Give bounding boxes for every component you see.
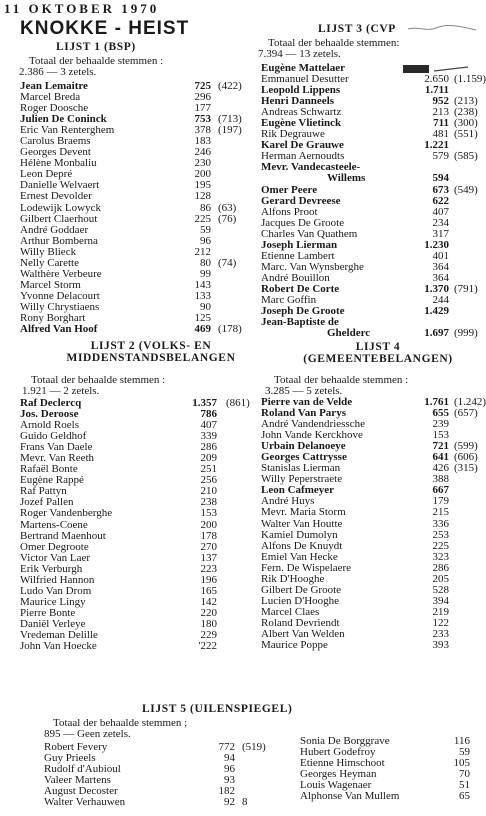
candidate-name: Arnold Roels — [20, 419, 79, 432]
candidate-votes: 393 — [432, 639, 449, 652]
candidate-preference-votes: (300) — [454, 117, 478, 130]
candidate-name: Ernest Devolder — [20, 190, 92, 203]
candidate-name: Kamiel Dumolyn — [261, 528, 338, 541]
candidate-name: Charles Van Quathem — [261, 227, 358, 240]
candidate-votes: 210 — [200, 485, 217, 498]
candidate-name: Fern. De Wispelaere — [261, 561, 352, 574]
candidate-votes: 200 — [194, 168, 211, 181]
candidate-name: André Goddaer — [20, 223, 89, 236]
candidate-votes: 128 — [194, 190, 211, 203]
candidate-name: Henri Danneels — [261, 95, 335, 108]
candidate-name: Roger Doosche — [20, 102, 89, 115]
candidate-name: Marcel Breda — [20, 91, 81, 104]
candidate-name: Yvonne Delacourt — [20, 289, 100, 302]
candidate-votes: 481 — [432, 128, 449, 141]
candidate-preference-votes: (238) — [454, 106, 478, 119]
candidate-name: August Decoster — [44, 785, 118, 798]
candidate-name: Alphonse Van Mullem — [300, 790, 400, 803]
candidate-votes: 239 — [432, 418, 449, 431]
candidate-votes: 92 — [224, 796, 235, 809]
candidate-votes: 2.650 — [424, 73, 449, 86]
candidate-name: Erik Verburgh — [20, 562, 83, 575]
candidate-name: Eugène Rappé — [20, 474, 84, 487]
candidate-name: Alfons Proot — [261, 205, 318, 218]
candidate-votes: 388 — [432, 473, 449, 486]
candidate-name: Rony Borghart — [20, 311, 86, 324]
candidate-preference-votes: (213) — [454, 95, 478, 108]
candidate-votes: 641 — [432, 451, 449, 464]
candidate-name: Joseph De Groote — [261, 305, 345, 318]
page-date: 11 OKTOBER 1970 — [4, 1, 160, 16]
candidate-preference-votes: (606) — [454, 451, 478, 464]
candidate-name: Louis Wagenaer — [300, 779, 372, 792]
candidate-name: John Vande Kerckhove — [261, 429, 363, 442]
candidate-votes: 251 — [200, 463, 217, 476]
candidate-preference-votes: (1.242) — [454, 396, 486, 408]
candidate-votes: 105 — [453, 757, 470, 770]
candidate-votes: 323 — [432, 550, 449, 563]
list-5-candidates — [44, 742, 284, 808]
candidate-name: Emiel Van Hecke — [261, 550, 338, 563]
candidate-name: Lucien D'Hooghe — [261, 594, 340, 607]
candidate-name: Alfred Van Hoof — [20, 323, 98, 336]
candidate-votes: 622 — [432, 194, 449, 207]
candidate-name: Gilbert De Groote — [261, 583, 342, 596]
candidate-name: Eugène Vlietinck — [261, 117, 342, 130]
candidate-votes: 711 — [433, 117, 449, 130]
candidate-name: Georges Heyman — [300, 768, 377, 781]
candidate-name: Jozef Pallen — [20, 496, 74, 509]
candidate-name: Rik D'Hooghe — [261, 572, 325, 585]
candidate-votes: 655 — [432, 407, 449, 420]
candidate-votes: 177 — [194, 102, 211, 115]
candidate-name: Mevr. Van Reeth — [20, 452, 95, 465]
candidate-votes: 246 — [194, 146, 211, 159]
list-1-title: LIJST 1 (BSP) — [56, 41, 136, 53]
candidate-preference-votes: (713) — [218, 113, 242, 126]
candidate-name: Rafaël Bonte — [20, 463, 78, 476]
candidate-name: Leopold Lippens — [261, 84, 341, 97]
candidate-votes: 1.761 — [424, 396, 449, 408]
candidate-votes: 137 — [200, 551, 217, 564]
candidate-name: Alfons De Knuydt — [261, 539, 343, 552]
candidate-votes: 317 — [432, 227, 449, 240]
candidate-votes: 286 — [200, 441, 217, 454]
candidate-name: Gilbert Claerhout — [20, 212, 98, 225]
candidate-votes: 142 — [200, 595, 217, 608]
candidate-votes: 86 — [200, 201, 211, 214]
candidate-name: Omer Peere — [261, 183, 318, 196]
candidate-votes: 153 — [432, 429, 449, 442]
candidate-votes: 469 — [194, 323, 211, 336]
candidate-votes: 336 — [432, 517, 449, 530]
list-2-title: LIJST 2 (VOLKS- EN MIDDENSTANDSBELANGEN — [66, 340, 236, 364]
candidate-row — [20, 225, 235, 236]
candidate-name: Walthère Verbeure — [20, 267, 102, 280]
candidate-votes: 182 — [218, 785, 235, 798]
candidate-row — [20, 531, 235, 542]
candidate-votes: 786 — [200, 408, 217, 421]
candidate-name: Willy Chrystiaens — [20, 300, 100, 313]
candidate-votes: 256 — [200, 474, 217, 487]
candidate-name: Arthur Bomberna — [20, 234, 98, 247]
candidate-name: Ghelderc — [327, 327, 371, 340]
candidate-name: Guy Prieels — [44, 752, 96, 765]
candidate-row — [261, 196, 476, 207]
candidate-name: Marc. Van Wynsberghe — [261, 260, 364, 273]
candidate-preference-votes: (551) — [454, 128, 478, 141]
candidate-votes: 244 — [432, 293, 449, 306]
candidate-preference-votes: (74) — [218, 256, 237, 269]
candidate-name: Hubert Godefroy — [300, 746, 376, 759]
candidate-votes: 401 — [432, 249, 449, 262]
candidate-name: Leon Cafmeyer — [261, 484, 335, 497]
candidate-preference-votes: (599) — [454, 440, 478, 453]
candidate-votes: 94 — [224, 752, 235, 765]
candidate-votes: 1.370 — [424, 282, 449, 295]
candidate-name: Raf Pattyn — [20, 485, 67, 498]
candidate-votes: 673 — [432, 183, 449, 196]
candidate-name: Jean-Baptiste de — [261, 316, 339, 329]
candidate-votes: 165 — [200, 584, 217, 597]
candidate-votes: 122 — [432, 616, 449, 629]
candidate-name: Marcel Storm — [20, 278, 81, 291]
candidate-votes: 80 — [200, 256, 211, 269]
candidate-votes: 339 — [200, 430, 217, 443]
candidate-votes: 219 — [432, 605, 449, 618]
candidate-preference-votes: (657) — [454, 407, 478, 420]
candidate-votes: 196 — [200, 573, 217, 586]
candidate-name: Roger Vandenberghe — [20, 507, 113, 520]
candidate-votes: 215 — [432, 506, 449, 519]
candidate-name: Robert Fevery — [44, 741, 108, 753]
candidate-votes: 238 — [200, 496, 217, 509]
candidate-votes: 407 — [200, 419, 217, 432]
candidate-votes: 234 — [432, 216, 449, 229]
candidate-name: Valeer Martens — [44, 774, 111, 787]
candidate-preference-votes: (549) — [454, 183, 478, 196]
candidate-name: Sonia De Borggrave — [300, 735, 390, 747]
torn-paper-edge — [408, 20, 476, 36]
list-4-title: LIJST 4 (GEMEENTEBELANGEN) — [303, 341, 453, 365]
candidate-name: Nelly Carette — [20, 256, 79, 269]
candidate-votes: 721 — [432, 440, 449, 453]
candidate-name: Carolus Braems — [20, 135, 91, 148]
list-3-candidates — [261, 62, 486, 340]
candidate-votes: 1.429 — [424, 305, 449, 318]
candidate-votes: 1.221 — [424, 139, 449, 152]
candidate-votes: 220 — [200, 606, 217, 619]
candidate-votes: 364 — [432, 271, 449, 284]
candidate-votes: 1.711 — [424, 84, 449, 97]
candidate-votes: 426 — [432, 462, 449, 475]
candidate-votes: 205 — [432, 572, 449, 585]
candidate-name: Roland Van Parys — [261, 407, 346, 420]
candidate-votes: 230 — [194, 157, 211, 170]
candidate-name: Jos. Deroose — [20, 408, 79, 421]
candidate-name: Mevr. Vandecasteele- — [261, 161, 361, 174]
candidate-votes: 212 — [194, 245, 211, 258]
candidate-name: Maurice Poppe — [261, 639, 328, 652]
struck-out-entry — [400, 62, 472, 74]
candidate-name: Robert De Corte — [261, 282, 340, 295]
candidate-row — [261, 640, 476, 651]
candidate-votes: 99 — [200, 267, 211, 280]
candidate-name: Herman Aernoudts — [261, 150, 345, 163]
candidate-name: Marcel Claes — [261, 605, 320, 618]
candidate-votes: 96 — [200, 234, 211, 247]
candidate-name: Etienne Himschoot — [300, 757, 385, 770]
candidate-votes: 1.230 — [424, 238, 449, 251]
candidate-row — [20, 323, 242, 336]
candidate-preference-votes: (197) — [218, 124, 242, 137]
candidate-name: Wilfried Hannon — [20, 573, 95, 586]
candidate-votes: 753 — [194, 113, 211, 126]
candidate-votes: 116 — [453, 735, 470, 747]
candidate-votes: 594 — [432, 172, 449, 185]
candidate-votes: 233 — [432, 627, 449, 640]
candidate-name: Frans Van Daele — [20, 441, 93, 454]
candidate-row — [20, 203, 235, 214]
candidate-name: Lodewijk Lowyck — [20, 201, 101, 214]
candidate-votes: 213 — [432, 106, 449, 119]
candidate-name: André Huys — [261, 495, 315, 508]
candidate-name: John Van Hoecke — [20, 640, 97, 653]
candidate-name: Stanislas Lierman — [261, 462, 341, 475]
list-2-candidates — [20, 397, 250, 653]
candidate-name: Karel De Grauwe — [261, 139, 344, 152]
candidate-votes: '222 — [198, 640, 217, 653]
candidate-name: Pierre Bonte — [20, 606, 76, 619]
candidate-name: Willy Blieck — [20, 245, 77, 258]
candidate-votes: 59 — [200, 223, 211, 236]
candidate-name: Roland Devriendt — [261, 616, 340, 629]
candidate-votes: 178 — [200, 529, 217, 542]
candidate-preference-votes: (315) — [454, 462, 478, 475]
candidate-votes: 725 — [194, 80, 211, 92]
candidate-votes: 667 — [432, 484, 449, 497]
candidate-name: Vredeman Delille — [20, 628, 98, 641]
candidate-row — [261, 541, 476, 552]
candidate-votes: 286 — [432, 561, 449, 574]
candidate-preference-votes: (422) — [218, 80, 242, 92]
candidate-row — [44, 797, 284, 808]
candidate-votes: 394 — [432, 594, 449, 607]
candidate-votes: 200 — [200, 518, 217, 531]
candidate-name: Danielle Welvaert — [20, 179, 100, 192]
candidate-name: Bertrand Maenhout — [20, 529, 106, 542]
candidate-name: Jean Lemaitre — [20, 80, 88, 92]
candidate-row — [261, 519, 476, 530]
candidate-name: Omer Degroote — [20, 540, 89, 553]
candidate-name: Walter Verhauwen — [44, 796, 126, 809]
candidate-name: Rik Degrauwe — [261, 128, 325, 141]
candidate-name: Eric Van Renterghem — [20, 124, 115, 137]
candidate-row — [20, 641, 235, 652]
candidate-name: Emmanuel Desutter — [261, 73, 349, 86]
candidate-name: Mevr. Maria Storm — [261, 506, 346, 519]
candidate-votes: 225 — [432, 539, 449, 552]
candidate-name: Willems — [327, 172, 366, 185]
list-3-intro: Totaal der behaalde stemmen: 7.394 — 13 zetels. — [258, 37, 400, 60]
candidate-votes: 253 — [432, 528, 449, 541]
candidate-preference-votes: (999) — [454, 327, 478, 340]
candidate-votes: 70 — [459, 768, 470, 781]
candidate-name: Martens-Coene — [20, 518, 88, 531]
candidate-name: Daniël Verleye — [20, 617, 86, 630]
candidate-name: André Bouillon — [261, 271, 330, 284]
candidate-name: Raf Declercq — [20, 397, 82, 409]
candidate-name: Jacques De Groote — [261, 216, 345, 229]
candidate-name: Pierre van de Velde — [261, 396, 353, 408]
candidate-name: Urbain Delanoeye — [261, 440, 346, 453]
candidate-votes: 153 — [200, 507, 217, 520]
candidate-name: Joseph Lierman — [261, 238, 338, 251]
candidate-preference-votes: (63) — [218, 201, 237, 214]
candidate-row — [20, 520, 235, 531]
candidate-votes: 952 — [432, 95, 449, 108]
candidate-votes: 296 — [194, 91, 211, 104]
list-4-intro: Totaal der behaalde stemmen : 3.285 — 5 zetels. — [265, 374, 409, 397]
candidate-preference-votes: (178) — [218, 323, 242, 336]
candidate-votes: 143 — [194, 278, 211, 291]
candidate-name: Georges Cattrysse — [261, 451, 347, 464]
candidate-votes: 180 — [200, 617, 217, 630]
candidate-row — [20, 214, 235, 225]
candidate-name: Eugène Mattelaer — [261, 62, 345, 74]
candidate-votes: 51 — [459, 779, 470, 792]
candidate-votes: 133 — [194, 289, 211, 302]
candidate-votes: 407 — [432, 205, 449, 218]
list-2-intro: Totaal der behaalde stemmen : 1.921 — 2 zetels. — [22, 374, 166, 397]
candidate-preference-votes: (1.159) — [454, 73, 486, 86]
candidate-row — [261, 507, 476, 518]
candidate-row — [261, 173, 476, 184]
list-1-intro: Totaal der behaalde stemmen : 2.386 — 3 zetels. — [19, 55, 164, 78]
candidate-votes: 65 — [459, 790, 470, 803]
candidate-name: Leon Depré — [20, 168, 73, 181]
candidate-votes: 96 — [224, 763, 235, 776]
candidate-name: Georges Devent — [20, 146, 91, 159]
candidate-votes: 378 — [194, 124, 211, 137]
candidate-row — [261, 328, 476, 339]
candidate-preference-votes: (791) — [454, 282, 478, 295]
candidate-votes: 579 — [432, 150, 449, 163]
candidate-votes: 195 — [194, 179, 211, 192]
candidate-name: Victor Van Laer — [20, 551, 90, 564]
candidate-preference-votes: (76) — [218, 212, 237, 225]
list-1-candidates — [20, 80, 242, 336]
candidate-name: Etienne Lambert — [261, 249, 335, 262]
candidate-votes: 772 — [218, 741, 235, 753]
candidate-votes: 364 — [432, 260, 449, 273]
candidate-votes: 59 — [459, 746, 470, 759]
candidate-name: Julien De Coninck — [20, 113, 107, 126]
candidate-name: Walter Van Houtte — [261, 517, 343, 530]
candidate-row — [261, 530, 476, 541]
candidate-votes: 528 — [432, 583, 449, 596]
page-title: KNOKKE - HEIST — [20, 18, 190, 39]
candidate-row — [20, 508, 235, 519]
candidate-name: Andreas Schwartz — [261, 106, 342, 119]
candidate-name: Maurice Lingy — [20, 595, 86, 608]
candidate-name: Albert Van Welden — [261, 627, 345, 640]
candidate-name: Gerard Devreese — [261, 194, 341, 207]
list-5-candidates-continued — [300, 736, 472, 802]
candidate-row — [300, 791, 472, 802]
candidate-votes: 1.697 — [424, 327, 449, 340]
candidate-votes: 1.357 — [192, 397, 217, 409]
candidate-name: André Vandendriessche — [261, 418, 365, 431]
candidate-preference-votes: (585) — [454, 150, 478, 163]
candidate-row — [20, 542, 235, 553]
candidate-row — [261, 207, 476, 218]
candidate-preference-votes: 8 — [242, 796, 248, 809]
candidate-preference-votes: (861) — [226, 397, 250, 409]
list-4-candidates — [261, 396, 486, 652]
list-3-title: LIJST 3 (CVP — [318, 23, 396, 35]
candidate-votes: 223 — [200, 562, 217, 575]
candidate-votes: 183 — [194, 135, 211, 148]
list-5-title: LIJST 5 (UILENSPIEGEL) — [142, 703, 293, 715]
candidate-votes: 229 — [200, 628, 217, 641]
candidate-name: Willy Peperstraete — [261, 473, 343, 486]
candidate-name: Rudolf d'Aubioul — [44, 763, 121, 776]
candidate-row — [261, 185, 476, 196]
candidate-votes: 225 — [194, 212, 211, 225]
candidate-votes: 209 — [200, 452, 217, 465]
candidate-name: Ludo Van Drom — [20, 584, 92, 597]
candidate-votes: 179 — [432, 495, 449, 508]
candidate-name: Guido Geldhof — [20, 430, 87, 443]
candidate-votes: 125 — [194, 311, 211, 324]
candidate-votes: 90 — [200, 300, 211, 313]
list-5-intro: Totaal der behaalde stemmen ; 895 — Geen zetels. — [44, 717, 188, 740]
candidate-votes: 270 — [200, 540, 217, 553]
candidate-row — [20, 191, 235, 202]
candidate-preference-votes: (519) — [242, 741, 266, 753]
candidate-votes: 93 — [224, 774, 235, 787]
candidate-name: Hélène Monbaliu — [20, 157, 97, 170]
candidate-name: Marc Goffin — [261, 293, 317, 306]
